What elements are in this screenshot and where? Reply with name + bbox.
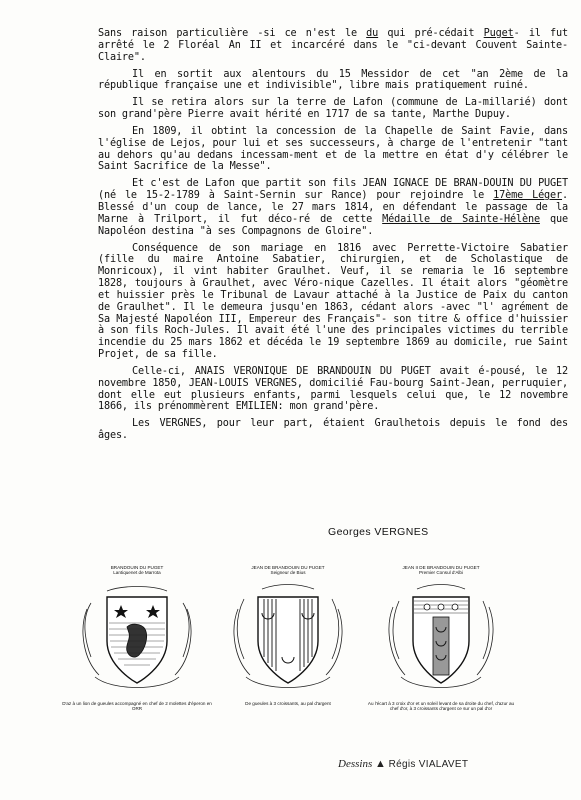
paragraph — [98, 126, 568, 173]
coat-of-arms-2 — [213, 565, 363, 706]
body-text — [98, 28, 568, 447]
paragraph-text: Sans raison particulière -si ce n'est le — [98, 28, 367, 39]
paragraph-text: - il fut arrêté le 2 Floréal An II et incarcéré dans le "ci-devant Couvent Sainte-Claire". — [98, 28, 568, 63]
heraldic-shield-sun-icon — [381, 579, 501, 697]
paragraph — [98, 418, 568, 442]
coat-of-arms-3 — [366, 565, 516, 711]
underlined-text: Puget — [483, 28, 514, 39]
credit-arrow-icon: ▲ — [374, 758, 386, 770]
paragraph — [98, 69, 568, 93]
credit-name: Régis VIALAVET — [388, 759, 469, 770]
heraldic-shield-lion-icon — [77, 579, 197, 697]
paragraph-text: Il se retira alors sur la terre de Lafon (commune de La-millarié) dont son grand'père Pierre avait hérité en 1717 de sa tante, Marthe Dupuy. — [98, 97, 568, 121]
paragraph — [98, 97, 568, 121]
arms-blazon: Au l'écart à 3 croix d'or et un soleil levant de sa droite du chef, d'azur au chef d'or, à 3 croissants d'argent ce sur un pal d'or — [367, 700, 515, 711]
paragraph-text: En 1809, il obtint la concession de la Chapelle de Saint Favie, dans l'église de Lejos, pour lui et ses successeurs, à charge de l'entretenir "tant au dehors qu'au dedans incessam-ment et de la mettre en état d'y célébrer le Saint Sacrifice de la Messe". — [98, 125, 568, 173]
paragraph — [98, 243, 568, 361]
heraldic-shield-crescents-icon — [228, 579, 348, 697]
paragraph — [98, 366, 568, 413]
paragraph-text: Et c'est de Lafon que partit son fils JEAN IGNACE DE BRAN-DOUIN DU PUGET (né le 15-2-1789 à Saint-Sernin sur Rance) pour rejoindre le — [98, 178, 568, 202]
arms-subtitle: Lantiquenet de Marrota — [113, 570, 161, 576]
arms-blazon: De gueules à 3 croissants, au pal d'argent — [245, 700, 331, 706]
credit-script: Dessins — [338, 758, 373, 770]
arms-subtitle: Premier Consul d'Albi — [418, 570, 464, 576]
arms-title: JEAN II DE BRANDOUIN DU PUGET — [402, 565, 480, 570]
paragraph-text: Les VERGNES, pour leur part, étaient Graulhetois depuis le fond des âges. — [98, 418, 568, 442]
paragraph — [98, 178, 568, 237]
arms-title: BRANDOUIN DU PUGET — [110, 565, 164, 570]
underlined-text: du — [366, 28, 379, 39]
arms-blazon: D'az à un lion de gueules accompagné en chef de 2 molettes d'éperon en ORR — [62, 700, 212, 711]
paragraph-text: que Napoléon destina "à ses Compagnons de Gloire". — [98, 213, 568, 237]
coat-of-arms-1 — [62, 565, 212, 711]
underlined-text: Médaille de Sainte-Hélène — [382, 213, 540, 225]
paragraph-text: . Blessé d'un coup de lance, le 27 mars 1814, en défendant le passage de la Marne à Trilport, il fut déco-ré de cette — [98, 190, 568, 225]
paragraph-text: Celle-ci, ANAIS VERONIQUE DE BRANDOUIN DU PUGET avait é-pousé, le 12 novembre 1850, JEAN-LOUIS VERGNES, domicilié Fau-bourg Saint-Jean, perruquier, dont elle eut plusieurs enfants, parmi lesquels celui que, le 12 novembre 1866, ils prénommèrent EMILIEN: mon grand'père. — [98, 365, 568, 413]
illustration-credit — [338, 758, 468, 770]
arms-title: JEAN DE BRANDOUIN DU PUGET — [251, 565, 325, 570]
arms-subtitle: Seigneur de Bius — [270, 570, 306, 576]
author-signature: Georges VERGNES — [328, 526, 429, 538]
paragraph-text: qui pré-cédait — [378, 28, 484, 39]
paragraph-text: Conséquence de son mariage en 1816 avec Perrette-Victoire Sabatier (fille du maire Antoine Sabatier, chirurgien, et de Scholastique de Monricoux), il vint habiter Graulhet. Veuf, il se remaria le 16 septembre 1828, toujours à Graulhet, avec Véro-nique Cazelles. Il était alors "géomètre et huissier près le Tribunal de Lavaur attaché à la Justice de Paix du canton de Graulhet". Il le demeura jusqu'en 1863, cédant alors -avec "l' agrément de Sa Majesté Napoléon III, Empereur des Français"- son titre & office d'huissier à son fils Roch-Jules. Il avait été l'une des principales victimes du terrible incendie du 25 mars 1862 et décéda le 19 septembre 1869 au domicile, rue Saint Projet, de sa fille. — [98, 242, 568, 361]
paragraph-text: Il en sortit aux alentours du 15 Messidor de cet "an 2ème de la république française une et indivisible", libre mais pratiquement ruiné. — [98, 68, 568, 92]
paragraph — [98, 28, 568, 64]
underlined-text: 17ème Léger — [493, 190, 563, 202]
